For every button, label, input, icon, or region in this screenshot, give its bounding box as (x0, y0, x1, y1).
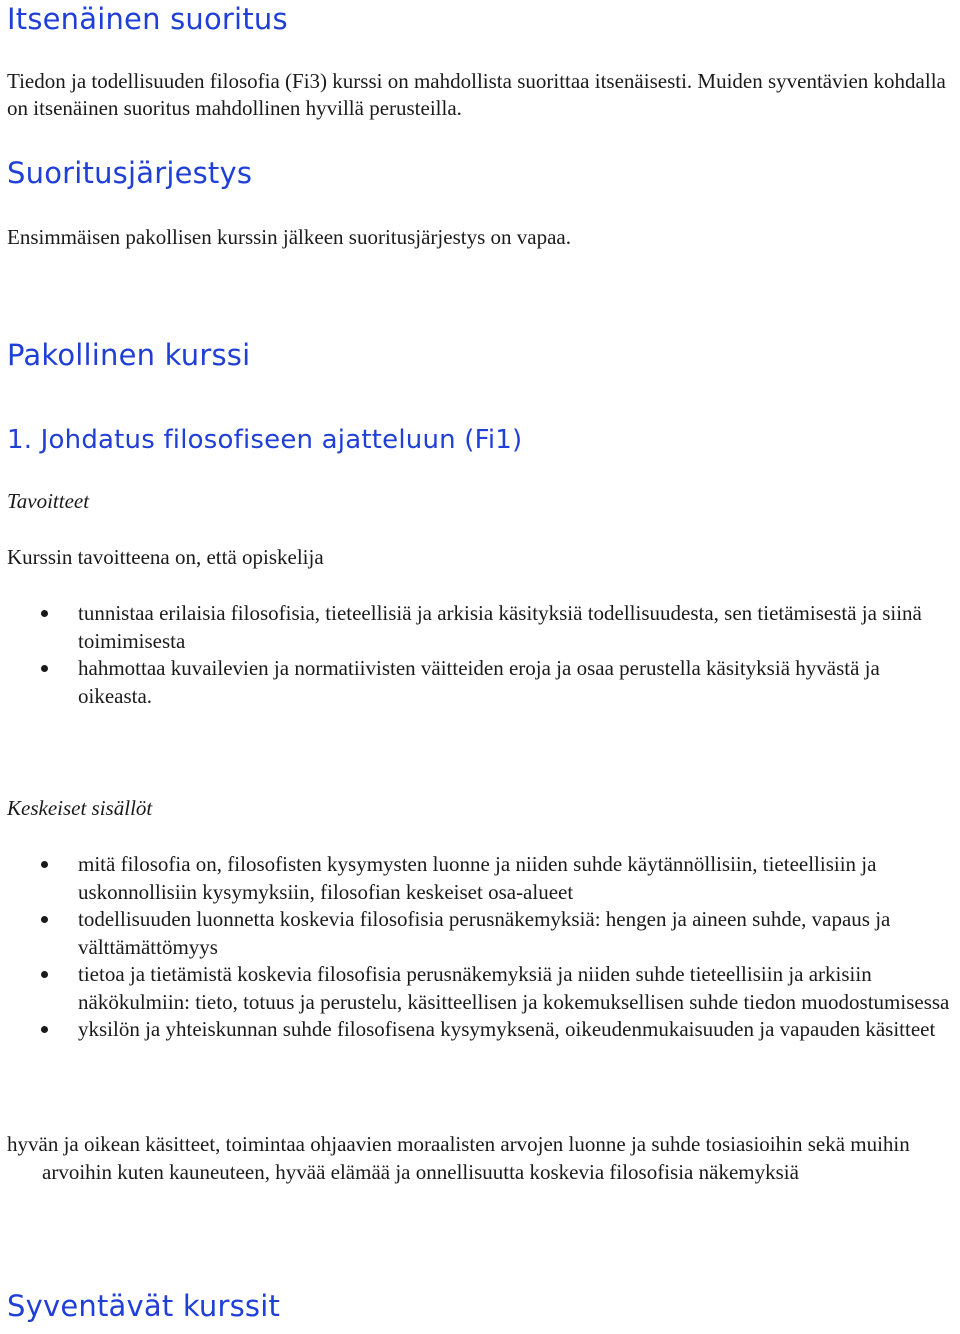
list-item-text: todellisuuden luonnetta koskevia filosofisia perusnäkemyksiä: hengen ja aineen suhde, vapaus ja välttämättömyys (78, 907, 891, 959)
bullet-icon (41, 1026, 48, 1033)
bullet-icon (41, 971, 48, 978)
list-item (0, 655, 958, 710)
goals-intro: Kurssin tavoitteena on, että opiskelija (7, 545, 324, 569)
heading-suoritusjarjestys: Suoritusjärjestys (7, 156, 253, 190)
list-item (0, 1016, 958, 1044)
contents-last-item: hyvän ja oikean käsitteet, toimintaa ohjaavien moraalisten arvojen luonne ja suhde tosiasioihin sekä muihin arvoihin kuten kauneuteen, hyvää elämää ja onnellisuutta koskevia filosofisia näkemyksiä (7, 1132, 910, 1184)
list-item-text: tietoa ja tietämistä koskevia filosofisia perusnäkemyksiä ja niiden suhde tieteellisiin ja arkisiin näkökulmiin: tieto, totuus ja perustelu, käsitteellisen ja kokemuksellisen suhde tiedon muodostumisessa (78, 962, 950, 1014)
heading-itsenainen-suoritus: Itsenäinen suoritus (7, 2, 288, 36)
list-item-text: hahmottaa kuvailevien ja normatiivisten väitteiden eroja ja osaa perustella käsityksiä hyvästä ja oikeasta. (78, 656, 880, 708)
goals-list (0, 600, 958, 710)
contents-list (0, 851, 958, 1044)
course-title: 1. Johdatus filosofiseen ajatteluun (Fi1) (7, 425, 523, 455)
content-label: Keskeiset sisällöt (7, 796, 153, 820)
heading-pakollinen-kurssi: Pakollinen kurssi (7, 338, 251, 372)
list-item-text: yksilön ja yhteiskunnan suhde filosofisena kysymyksenä, oikeudenmukaisuuden ja vapauden käsitteet (78, 1017, 936, 1041)
list-item (0, 961, 958, 1016)
list-item-text: mitä filosofia on, filosofisten kysymysten luonne ja niiden suhde käytännöllisiin, tieteellisiin ja uskonnollisiin kysymyksiin, filosofian keskeiset osa-alueet (78, 852, 877, 904)
list-item (0, 600, 958, 655)
list-item (0, 906, 958, 961)
paragraph-suoritusjarjestys: Ensimmäisen pakollisen kurssin jälkeen suoritusjärjestys on vapaa. (7, 225, 571, 249)
list-item (0, 851, 958, 906)
bullet-icon (41, 665, 48, 672)
bullet-icon (41, 916, 48, 923)
goals-label: Tavoitteet (7, 489, 90, 513)
bullet-icon (41, 610, 48, 617)
paragraph-itsenainen: Tiedon ja todellisuuden filosofia (Fi3) kurssi on mahdollista suorittaa itsenäisesti. Muiden syventävien kohdalla on itsenäinen suoritus mahdollinen hyvillä perusteilla. (7, 69, 946, 120)
list-item-text: tunnistaa erilaisia filosofisia, tieteellisiä ja arkisia käsityksiä todellisuudesta, sen tietämisestä ja siinä toimimisesta (78, 601, 922, 653)
bullet-icon (41, 861, 48, 868)
heading-syventavat-kurssit: Syventävät kurssit (7, 1289, 281, 1323)
